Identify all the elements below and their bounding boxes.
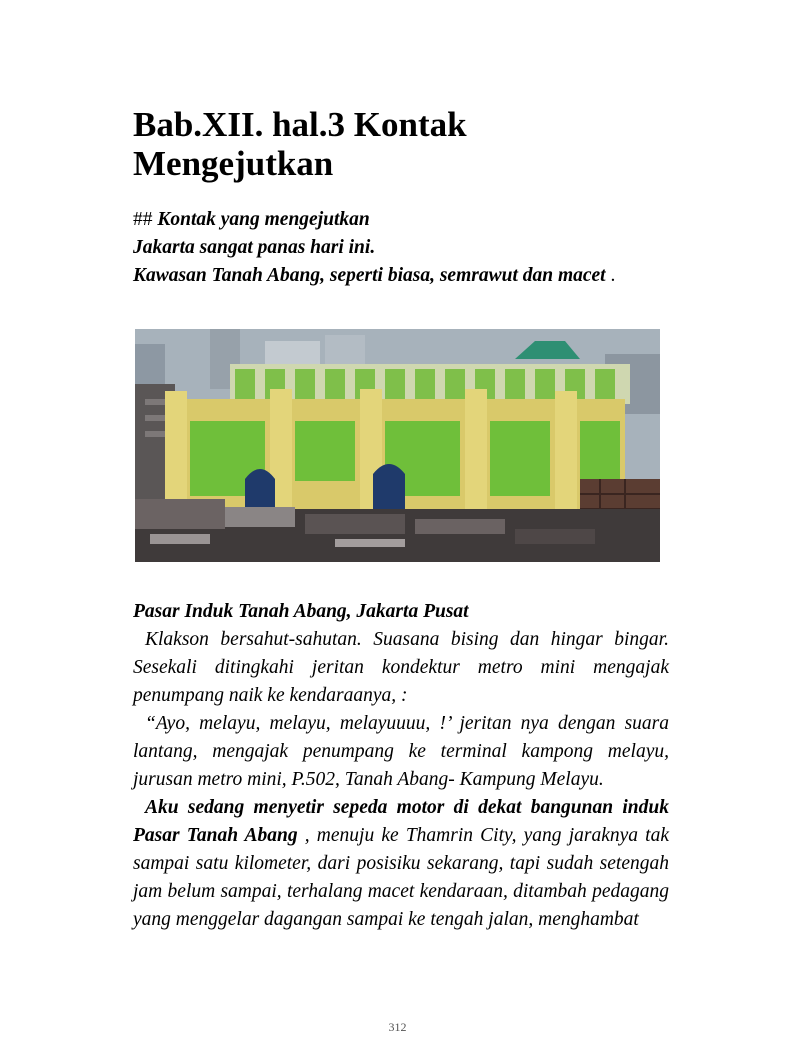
intro-block: [133, 206, 663, 290]
hash-prefix: ##: [133, 209, 153, 230]
paragraph-3-rest: , menuju ke Thamrin City, yang jaraknya tak sampai satu kilometer, dari posisiku sekarang, tapi sudah setengah jam belum sampai, terhalang macet kendaraan, ditambah pedagang yang menggelar dagangan sampai ke tengah jalan, menghambat: [133, 825, 669, 930]
intro-line-2: Jakarta sangat panas hari ini.: [133, 237, 376, 258]
building-photo: [135, 329, 660, 562]
intro-heading-text: Kontak yang mengejutkan: [157, 209, 370, 230]
intro-heading: [133, 206, 663, 234]
page-number: 312: [388, 1020, 407, 1034]
intro-line-3-end: .: [605, 265, 616, 286]
chapter-title-line-2: Mengejutkan: [133, 144, 334, 183]
paragraph-3: [133, 794, 669, 934]
chapter-title-line-1: Bab.XII. hal.3 Kontak: [133, 105, 467, 144]
paragraph-1: Klakson bersahut-sahutan. Suasana bising dan hingar bingar. Sesekali ditingkahi jeritan kondektur metro mini mengajak penumpang naik ke kendaraanya, :: [133, 629, 669, 706]
intro-line-3: [133, 262, 663, 290]
intro-line-3-text: Kawasan Tanah Abang, seperti biasa, semrawut dan macet: [133, 265, 606, 286]
body-text: [133, 598, 669, 934]
paragraph-2: “Ayo, melayu, melayu, melayuuuu, !’ jeritan nya dengan suara lantang, mengajak penumpang ke terminal kampong melayu, jurusan metro mini, P.502, Tanah Abang- Kampung Melayu.: [133, 713, 669, 790]
paragraph-3-bold: Aku sedang menyetir sepeda motor di dekat bangunan induk Pasar Tanah Abang: [133, 797, 669, 846]
chapter-title: [133, 105, 663, 183]
building-photo-icon: [135, 329, 660, 562]
photo-caption: Pasar Induk Tanah Abang, Jakarta Pusat: [133, 601, 469, 622]
